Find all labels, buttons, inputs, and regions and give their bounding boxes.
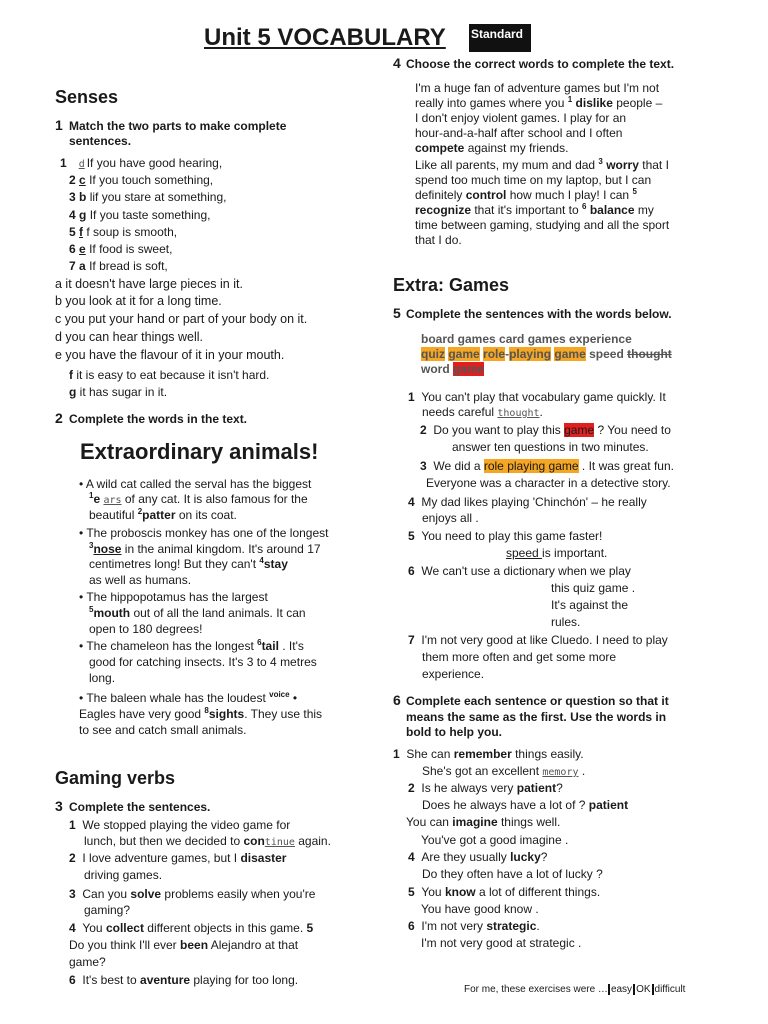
- ex6-item-4: 4 Are they usually lucky?: [408, 850, 548, 864]
- animals-heading: Extraordinary animals!: [80, 439, 319, 464]
- animal-gap-1: $^1$e ars of any cat. It is also famous for the: [89, 491, 308, 506]
- ex6-answer: Do they often have a lot of lucky ?: [422, 867, 603, 881]
- ex4-line: that I do.: [415, 233, 462, 247]
- rating-easy[interactable]: easy: [608, 984, 632, 995]
- gaming-item-2: 2 I love adventure games, but I disaster: [69, 851, 287, 865]
- exercise-5-number: 5: [393, 305, 401, 321]
- exercise-5-instruction: Complete the sentences with the words below.: [406, 307, 672, 321]
- ex5-item-1: 1 You can't play that vocabulary game quickly. It: [408, 390, 666, 404]
- ex4-line: time between gaming, studying and all the sport: [415, 218, 670, 232]
- exercise-6-instruction: Complete each sentence or question so that it: [406, 694, 669, 708]
- ex6-answer: I'm not very good at strategic .: [421, 936, 582, 950]
- ex5-line: It's against the: [551, 598, 629, 612]
- rating-ok[interactable]: OK: [633, 984, 650, 995]
- exercise-6-number: 6: [393, 692, 401, 708]
- ex6-item-3: You can imagine things well.: [406, 815, 561, 829]
- animal-bullet-2: • The proboscis monkey has one of the longest: [79, 526, 329, 540]
- ex4-line: spend too much time on my laptop, but I can: [415, 173, 652, 187]
- option-b: b you look at it for a long time.: [55, 294, 222, 308]
- ex5-line: rules.: [551, 615, 581, 629]
- senses-heading: Senses: [55, 87, 119, 107]
- ex6-answer: She's got an excellent memory .: [422, 764, 586, 778]
- gaming-heading: Gaming verbs: [55, 768, 176, 788]
- self-assessment-label: For me, these exercises were …: [464, 984, 608, 995]
- gaming-item-5: Do you think I'll ever been Alejandro at that: [69, 938, 299, 952]
- option-a: a it doesn't have large pieces in it.: [55, 277, 243, 291]
- rating-difficult[interactable]: difficult: [652, 984, 686, 995]
- match-item-3: 3 b lif you stare at something,: [69, 190, 227, 204]
- ex4-line: compete against my friends.: [415, 141, 569, 155]
- match-item-6: 6 e If food is sweet,: [69, 242, 173, 256]
- exercise-2-number: 2: [55, 410, 63, 426]
- exercise-4-instruction: Choose the correct words to complete the text.: [406, 57, 675, 71]
- gaming-item-1: 1 We stopped playing the video game for: [69, 818, 291, 832]
- ex4-line: really into games where you $^1$ dislike people –: [415, 95, 663, 110]
- ex5-line: needs careful thought.: [422, 405, 543, 419]
- option-g: g it has sugar in it.: [69, 385, 168, 399]
- match-item-2: 2 c If you touch something,: [69, 173, 214, 187]
- ex5-item-6: 6 We can't use a dictionary when we play: [408, 564, 631, 578]
- gaming-line: lunch, but then we decided to continue again.: [84, 834, 331, 848]
- animal-bullet-5: • The baleen whale has the loudest $^{voice}$ •: [79, 690, 298, 705]
- ex4-line: definitely control how much I play! I can $^5$: [415, 187, 637, 202]
- ex4-line: hour-and-a-half after school and I often: [415, 126, 623, 140]
- word-bank-line: word game: [421, 362, 485, 376]
- match-item-7: 7 a If bread is soft,: [69, 259, 168, 273]
- ex6-item-2: 2 Is he always very patient?: [408, 781, 563, 795]
- ex5-line: enjoys all .: [422, 511, 479, 525]
- gaming-item-4: 4 You collect different objects in this game. 5: [69, 921, 314, 935]
- option-d: d you can hear things well.: [55, 330, 204, 344]
- animal-bullet-4: • The chameleon has the longest $^6$tail . It's: [79, 638, 304, 653]
- word-bank-line: board games card games experience: [421, 332, 632, 346]
- exercise-6-instruction: means the same as the first. Use the words in: [406, 710, 667, 724]
- ex5-item-4: 4 My dad likes playing 'Chinchón' – he really: [408, 495, 647, 509]
- ex4-line: I don't enjoy violent games. I play for an: [415, 111, 627, 125]
- animal-line: long.: [89, 671, 116, 685]
- gaming-item-3: 3 Can you solve problems easily when you're: [69, 887, 316, 901]
- self-assessment: [464, 983, 685, 996]
- animal-line: good for catching insects. It's 3 to 4 metres: [89, 655, 317, 669]
- animal-gap-5: $^5$mouth out of all the land animals. It can: [89, 605, 306, 620]
- ex4-line: I'm a huge fan of adventure games but I'm not: [415, 81, 660, 95]
- option-c: c you put your hand or part of your body on it.: [55, 312, 308, 326]
- animal-gap-4: centimetres long! But they can't $^4$stay: [89, 556, 288, 571]
- gaming-line: game?: [69, 955, 106, 969]
- exercise-3-number: 3: [55, 798, 63, 814]
- page-title: Unit 5 VOCABULARY: [204, 24, 446, 51]
- ex5-line: them more often and get some more: [422, 650, 617, 664]
- ex5-line: this quiz game .: [551, 581, 636, 595]
- ex5-item-2: 2 Do you want to play this game ? You need to: [420, 423, 671, 437]
- level-badge: Standard: [469, 24, 531, 52]
- gaming-line: driving games.: [84, 868, 163, 882]
- option-e: e you have the flavour of it in your mouth.: [55, 348, 285, 362]
- ex5-item-5: 5 You need to play this game faster!: [408, 529, 603, 543]
- exercise-1-number: 1: [55, 117, 63, 133]
- match-item-1: 1 d If you have good hearing,: [60, 156, 223, 170]
- exercise-6-instruction: bold to help you.: [406, 725, 502, 739]
- exercise-2-instruction: Complete the words in the text.: [69, 412, 248, 426]
- ex5-line: answer ten questions in two minutes.: [452, 440, 649, 454]
- animal-line: as well as humans.: [89, 573, 192, 587]
- ex5-line: speed is important.: [506, 546, 608, 560]
- ex6-item-1: 1 She can remember things easily.: [393, 747, 584, 761]
- gaming-item-6: 6 It's best to aventure playing for too long.: [69, 973, 299, 987]
- ex5-line: Everyone was a character in a detective story.: [426, 476, 671, 490]
- exercise-3-instruction: Complete the sentences.: [69, 800, 211, 814]
- animal-gap-2: beautiful $^2$patter on its coat.: [89, 507, 237, 522]
- animal-bullet-3: • The hippopotamus has the largest: [79, 590, 268, 604]
- extra-games-heading: Extra: Games: [393, 275, 510, 295]
- ex6-item-5: 5 You know a lot of different things.: [408, 885, 601, 899]
- ex5-line: experience.: [422, 667, 485, 681]
- ex4-line: Like all parents, my mum and dad $^3$ worry that I: [415, 157, 669, 172]
- animal-bullet-1: • A wild cat called the serval has the biggest: [79, 477, 312, 491]
- animal-gap-8: Eagles have very good $^8$sights. They use this: [79, 706, 323, 721]
- match-item-4: 4 g If you taste something,: [69, 208, 211, 222]
- gaming-line: gaming?: [84, 903, 131, 917]
- ex4-line: recognize that it's important to $^6$ balance my: [415, 202, 654, 217]
- ex6-answer: You have good know .: [421, 902, 539, 916]
- ex5-item-7: 7 I'm not very good at like Cluedo. I need to play: [408, 633, 668, 647]
- ex6-item-6: 6 I'm not very strategic.: [408, 919, 540, 933]
- ex6-answer: Does he always have a lot of ? patient: [422, 798, 629, 812]
- ex5-item-3: 3 We did a role playing game . It was great fun.: [420, 459, 674, 473]
- exercise-1-instruction: Match the two parts to make complete sentences.: [69, 119, 287, 148]
- option-f: f it is easy to eat because it isn't hard.: [69, 368, 270, 382]
- ex6-answer: You've got a good imagine .: [421, 833, 569, 847]
- match-item-5: 5 f f soup is smooth,: [69, 225, 178, 239]
- animal-line: to see and catch small animals.: [79, 723, 247, 737]
- word-bank-line: quiz game role-playing game speed thought: [421, 347, 672, 361]
- exercise-4-number: 4: [393, 55, 401, 71]
- animal-line: open to 180 degrees!: [89, 622, 203, 636]
- animal-gap-3: $^3$nose in the animal kingdom. It's around 17: [89, 541, 321, 556]
